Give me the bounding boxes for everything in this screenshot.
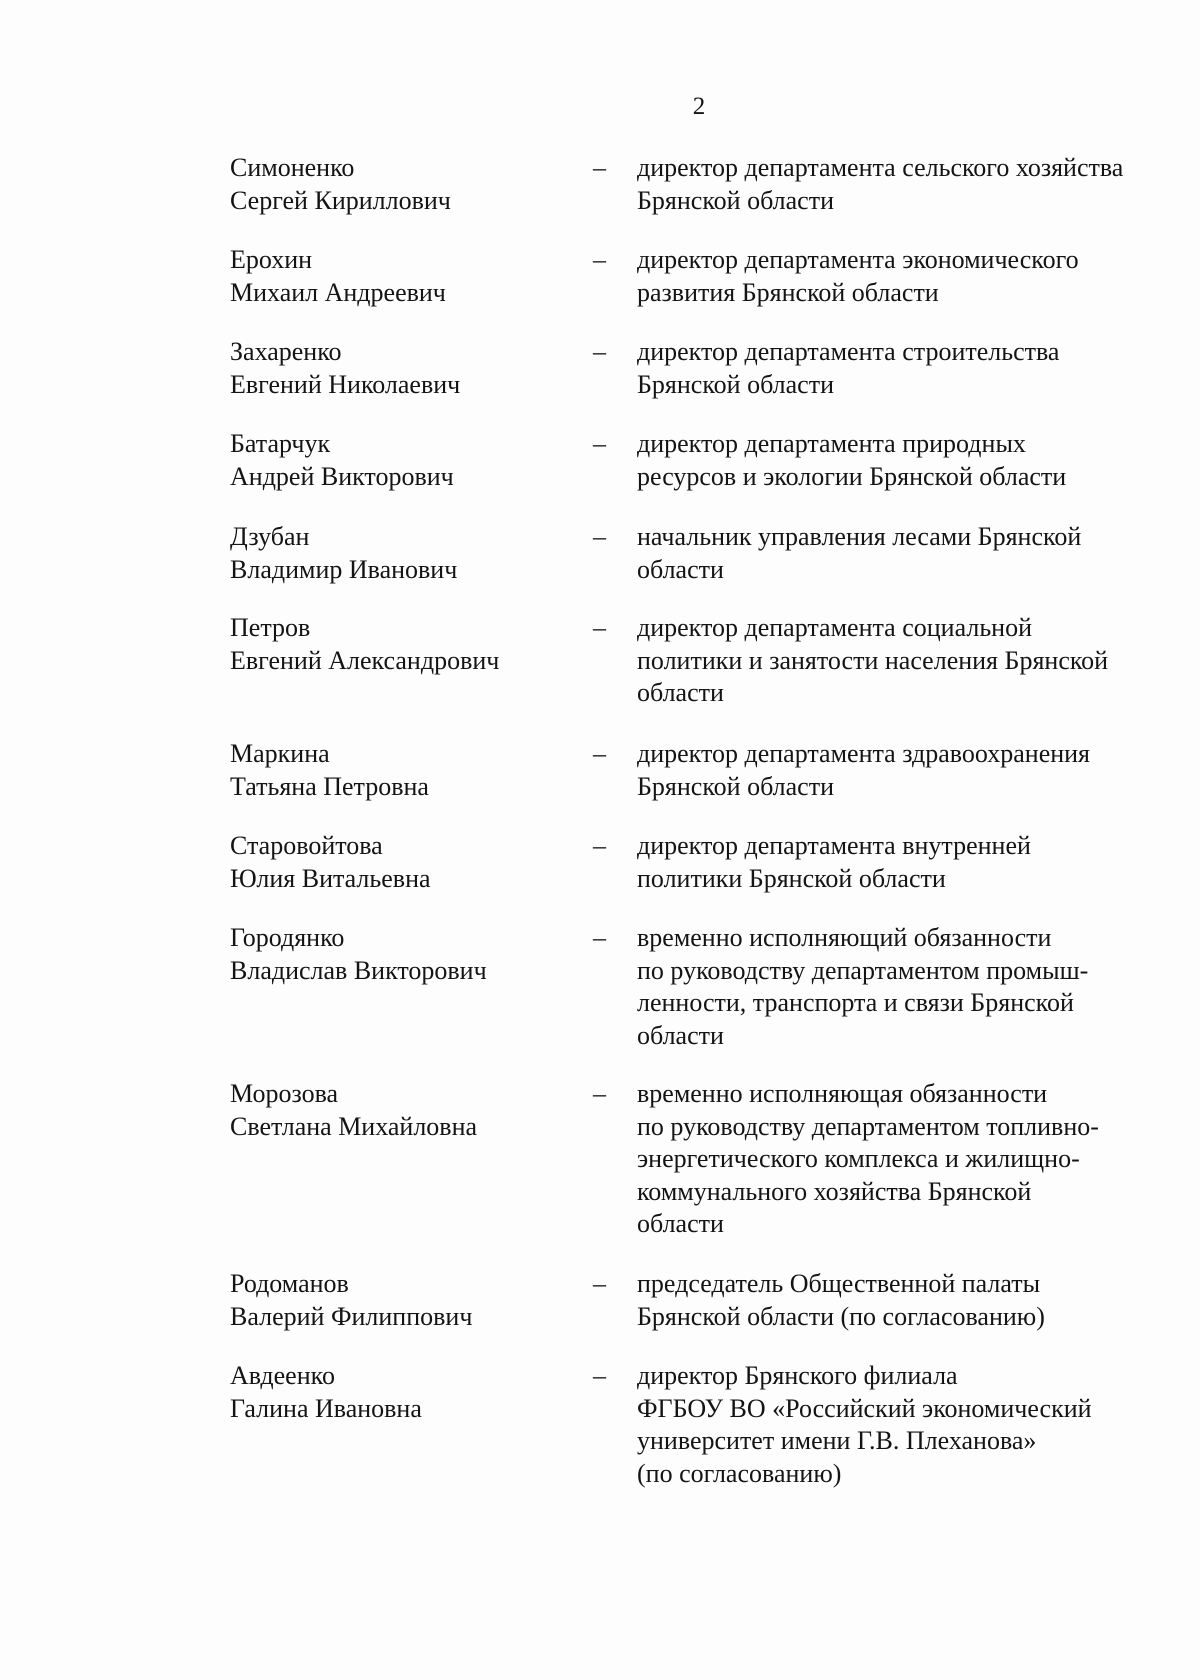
position-line: по руководству департаментом промыш- [637, 955, 1089, 985]
position-line: директор департамента сельского хозяйства [637, 153, 1124, 182]
surname: Городянко [230, 923, 345, 952]
position-line: политики и занятости населения Брянской [637, 645, 1109, 675]
separator-dash: – [593, 153, 606, 182]
position-line: политики Брянской области [637, 863, 946, 893]
separator-dash: – [593, 831, 606, 860]
position-title [637, 244, 1177, 309]
surname: Родоманов [230, 1269, 349, 1298]
person-name [230, 428, 560, 493]
surname: Дзубан [230, 522, 310, 551]
position-title [637, 1268, 1177, 1333]
position-line: области [637, 1209, 724, 1238]
person-name [230, 336, 560, 401]
position-line: ресурсов и экологии Брянской области [637, 461, 1067, 491]
surname: Ерохин [230, 245, 313, 274]
position-line: области [637, 554, 724, 584]
position-line: директор департамента строительства [637, 337, 1060, 366]
surname: Авдеенко [230, 1361, 335, 1390]
person-name [230, 1268, 560, 1333]
position-line: университет имени Г.В. Плеханова» [637, 1426, 1037, 1455]
given-names: Сергей Кириллович [230, 185, 451, 215]
given-names: Евгений Александрович [230, 645, 500, 675]
position-title [637, 612, 1177, 710]
position-title [637, 1078, 1177, 1241]
separator-dash: – [593, 337, 606, 366]
position-line: начальник управления лесами Брянской [637, 522, 1082, 551]
given-names: Юлия Витальевна [230, 863, 431, 893]
given-names: Евгений Николаевич [230, 369, 461, 399]
position-line: Брянской области [637, 369, 834, 399]
position-title [637, 152, 1177, 217]
surname: Старовойтова [230, 831, 383, 860]
position-title [637, 336, 1177, 401]
surname: Симоненко [230, 153, 355, 182]
person-name [230, 244, 560, 309]
position-line: Брянской области [637, 771, 834, 801]
given-names: Светлана Михайловна [230, 1111, 478, 1141]
person-name [230, 1360, 560, 1425]
position-line: директор департамента социальной [637, 613, 1033, 642]
separator-dash: – [593, 613, 606, 642]
given-names: Владимир Иванович [230, 554, 458, 584]
separator-dash: – [593, 522, 606, 551]
position-line: Брянской области (по согласованию) [637, 1301, 1045, 1331]
position-line: области [637, 678, 724, 707]
position-title [637, 521, 1177, 586]
position-line: по руководству департаментом топливно- [637, 1111, 1099, 1141]
person-name [230, 738, 560, 803]
position-line: ленности, транспорта и связи Брянской [637, 988, 1074, 1017]
position-line: Брянской области [637, 185, 834, 215]
separator-dash: – [593, 1269, 606, 1298]
position-line: энергетического комплекса и жилищно- [637, 1144, 1080, 1173]
person-name [230, 830, 560, 895]
position-title [637, 738, 1177, 803]
surname: Захаренко [230, 337, 342, 366]
position-line: директор департамента природных [637, 429, 1026, 458]
position-line: ФГБОУ ВО «Российский экономический [637, 1393, 1092, 1423]
surname: Батарчук [230, 429, 331, 458]
position-title [637, 922, 1177, 1052]
given-names: Андрей Викторович [230, 461, 454, 491]
position-title [637, 1360, 1177, 1490]
given-names: Татьяна Петровна [230, 771, 429, 801]
position-line: временно исполняющий обязанности [637, 923, 1052, 952]
separator-dash: – [593, 1079, 606, 1108]
given-names: Валерий Филиппович [230, 1301, 473, 1331]
surname: Маркина [230, 739, 330, 768]
position-line: директор департамента здравоохранения [637, 739, 1091, 768]
person-name [230, 612, 560, 677]
person-name [230, 521, 560, 586]
separator-dash: – [593, 923, 606, 952]
position-line: председатель Общественной палаты [637, 1269, 1041, 1298]
position-line: развития Брянской области [637, 277, 939, 307]
position-line: директор Брянского филиала [637, 1361, 958, 1390]
separator-dash: – [593, 429, 606, 458]
position-line: временно исполняющая обязанности [637, 1079, 1048, 1108]
position-line: директор департамента экономического [637, 245, 1079, 274]
separator-dash: – [593, 739, 606, 768]
surname: Морозова [230, 1079, 339, 1108]
position-title [637, 830, 1177, 895]
given-names: Галина Ивановна [230, 1393, 422, 1423]
person-name [230, 1078, 560, 1143]
separator-dash: – [593, 245, 606, 274]
position-line: (по согласованию) [637, 1458, 842, 1488]
person-name [230, 152, 560, 217]
page-number: 2 [692, 93, 706, 120]
given-names: Владислав Викторович [230, 955, 487, 985]
person-name [230, 922, 560, 987]
surname: Петров [230, 613, 311, 642]
position-line: коммунального хозяйства Брянской [637, 1176, 1032, 1206]
position-line: области [637, 1020, 724, 1050]
position-title [637, 428, 1177, 493]
given-names: Михаил Андреевич [230, 277, 446, 307]
separator-dash: – [593, 1361, 606, 1390]
position-line: директор департамента внутренней [637, 831, 1031, 860]
